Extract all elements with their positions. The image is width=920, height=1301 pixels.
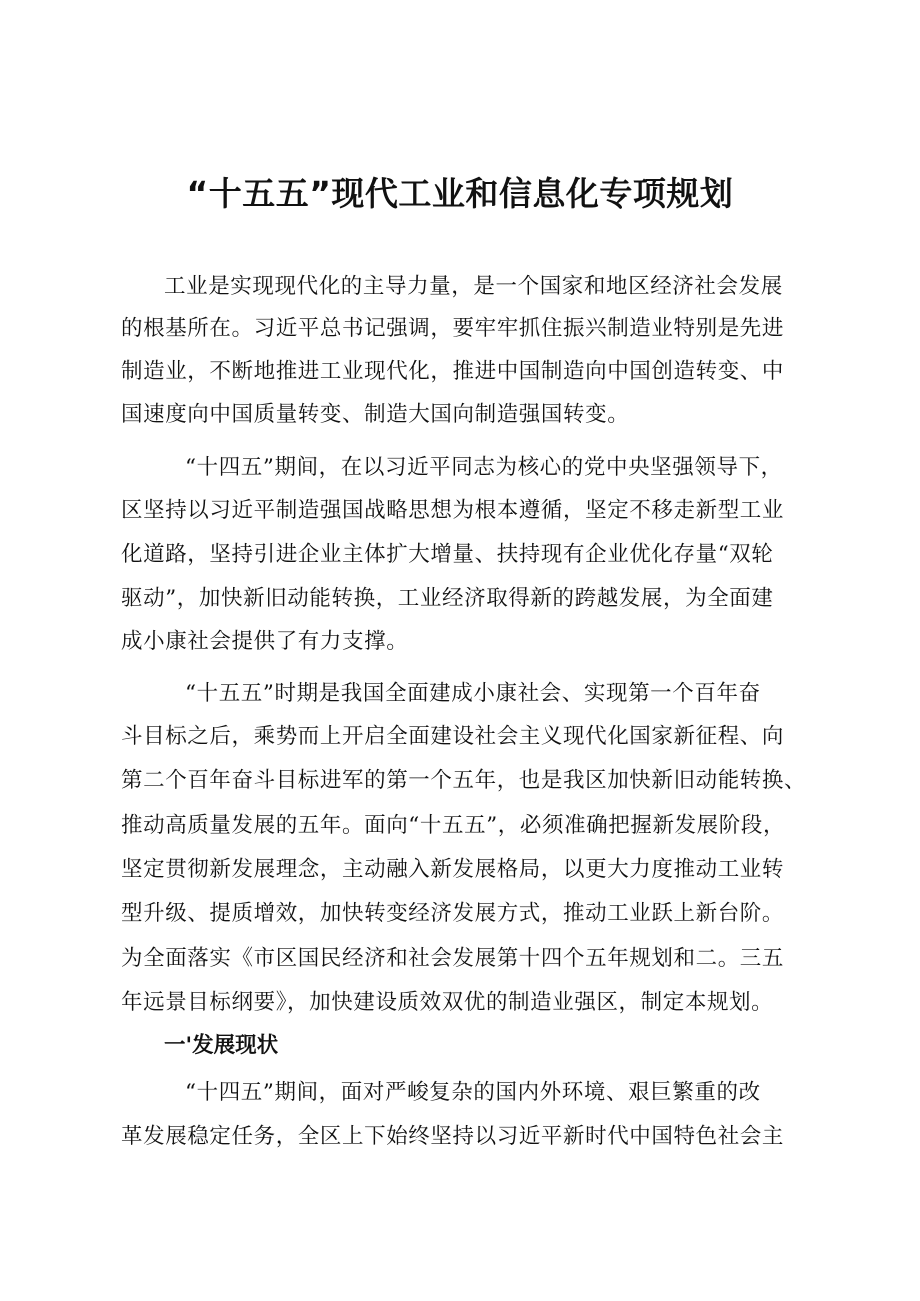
paragraph-3-line-3: 第二个百年奋斗目标进军的第一个五年，也是我区加快新旧动能转换、 bbox=[121, 768, 807, 793]
paragraph-2-line-3: 化道路，坚持引进企业主体扩大增量、扶持现有企业优化存量“双轮 bbox=[121, 542, 774, 567]
paragraph-4-line-2: 革发展稳定任务，全区上下始终坚持以习近平新时代中国特色社会主 bbox=[121, 1124, 785, 1149]
section-heading: 一'发展现状 bbox=[164, 1033, 279, 1058]
paragraph-2-line-2: 区坚持以习近平制造强国战略思想为根本遵循，坚定不移走新型工业 bbox=[121, 498, 785, 523]
paragraph-1-line-1: 工业是实现现代化的主导力量，是一个国家和地区经济社会发展 bbox=[164, 274, 783, 299]
paragraph-3-line-7: 为全面落实《市区国民经济和社会发展第十四个五年规划和二。三五 bbox=[121, 946, 785, 971]
paragraph-3-line-5: 坚定贯彻新发展理念，主动融入新发展格局，以更大力度推动工业转 bbox=[121, 857, 785, 882]
paragraph-2-line-4: 驱动”，加快新旧动能转换，工业经济取得新的跨越发展，为全面建 bbox=[121, 586, 774, 611]
paragraph-1-line-3: 制造业，不断地推进工业现代化，推进中国制造向中国创造转变、中 bbox=[121, 359, 785, 384]
paragraph-3-line-2: 斗目标之后，乘势而上开启全面建设社会主义现代化国家新征程、向 bbox=[121, 724, 785, 749]
paragraph-4-line-1: “十四五”期间，面对严峻复杂的国内外环境、艰巨繁重的改 bbox=[185, 1080, 761, 1105]
paragraph-3-line-1: “十五五”时期是我国全面建成小康社会、实现第一个百年奋 bbox=[185, 681, 761, 706]
paragraph-3-line-8: 年远景目标纲要》，加快建设质效双优的制造业强区，制定本规划。 bbox=[121, 990, 774, 1015]
paragraph-2-line-1: “十四五”期间，在以习近平同志为核心的党中央坚强领导下， bbox=[185, 455, 783, 480]
document-title: “十五五”现代工业和信息化专项规划 bbox=[186, 174, 734, 213]
paragraph-1-line-4: 国速度向中国质量转变、制造大国向制造强国转变。 bbox=[121, 402, 630, 427]
paragraph-1-line-2: 的根基所在。习近平总书记强调，要牢牢抓住振兴制造业特别是先进 bbox=[121, 316, 785, 341]
paragraph-3-line-6: 型升级、提质增效，加快转变经济发展方式，推动工业跃上新台阶。 bbox=[121, 901, 785, 926]
paragraph-3-line-4: 推动高质量发展的五年。面向“十五五”，必须准确把握新发展阶段， bbox=[121, 813, 786, 838]
paragraph-2-line-5: 成小康社会提供了有力支撑。 bbox=[121, 629, 409, 654]
